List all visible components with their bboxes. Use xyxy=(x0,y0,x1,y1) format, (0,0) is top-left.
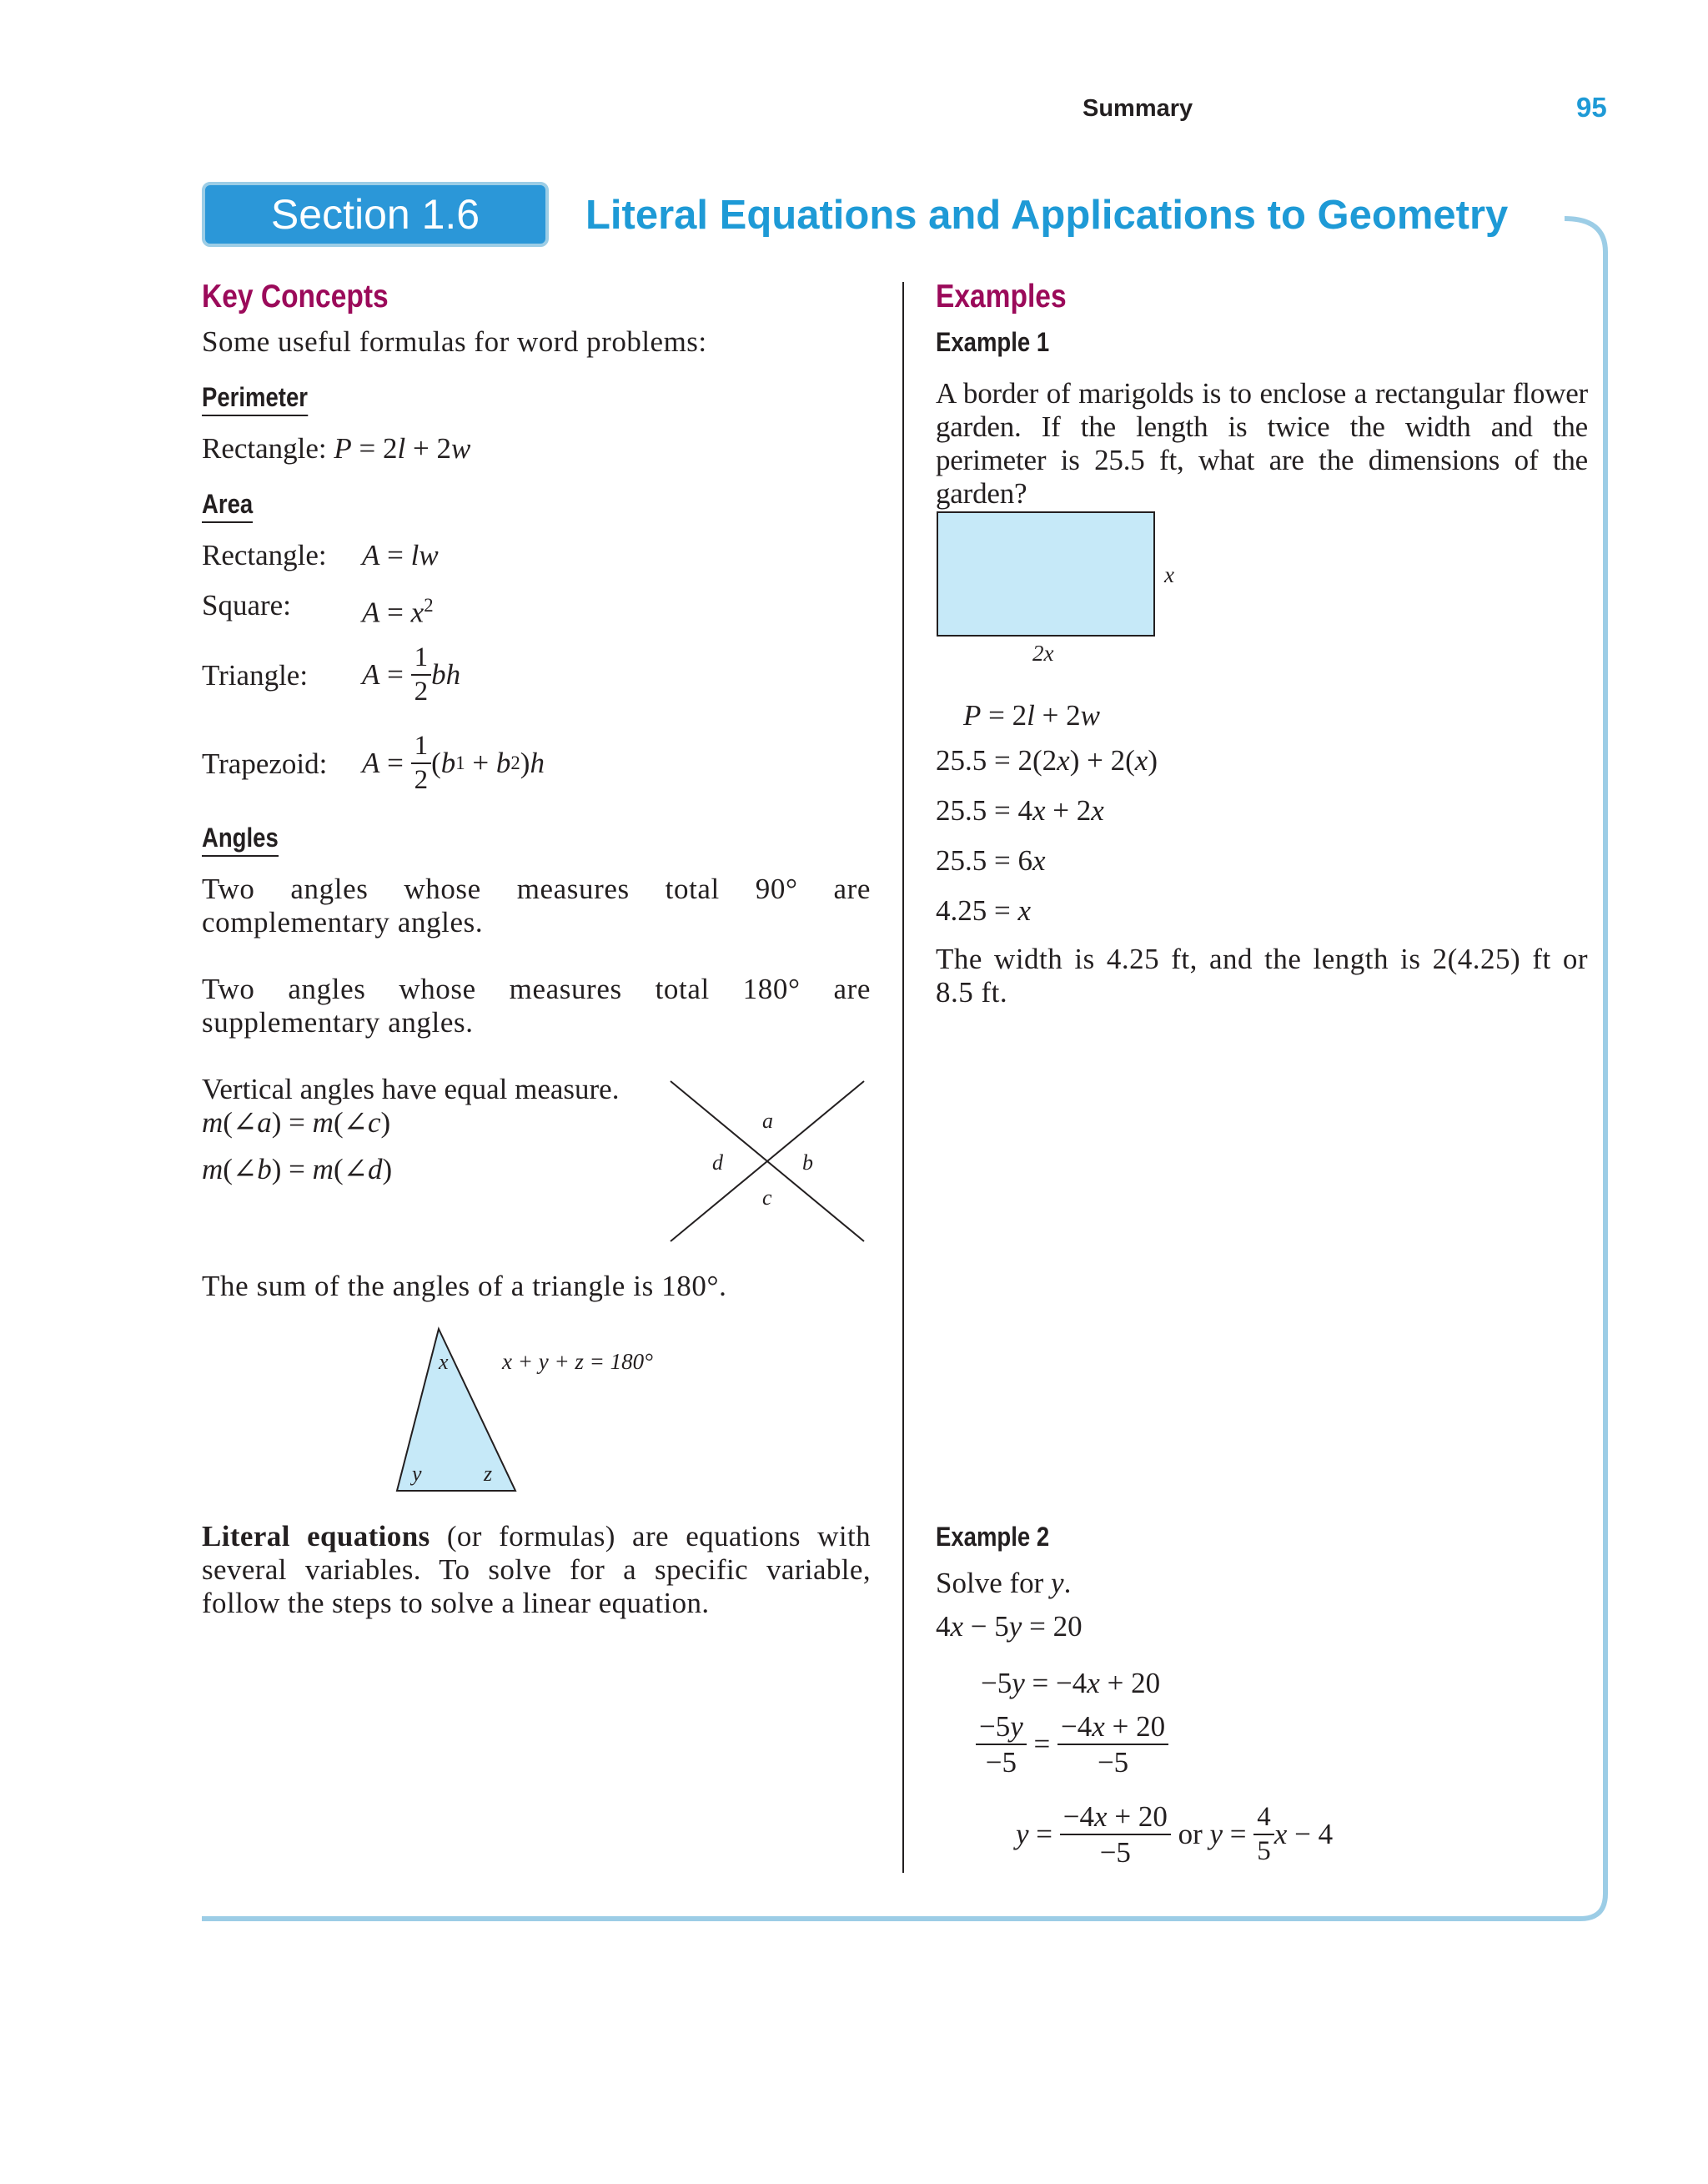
area-rectangle-label: Rectangle: xyxy=(202,539,327,571)
example1-step1: P = 2l + 2w xyxy=(963,699,1100,732)
example2-step1: −5y = −4x + 20 xyxy=(981,1667,1161,1699)
area-rectangle-formula: A = lw xyxy=(362,539,439,571)
key-concepts-heading: Key Concepts xyxy=(202,279,389,315)
section-title: Literal Equations and Applications to Geometry xyxy=(585,193,1509,238)
angles-heading xyxy=(202,823,279,857)
perimeter-rectangle-label: Rectangle: xyxy=(202,432,327,465)
perimeter-heading-text: Perimeter xyxy=(202,382,308,412)
perimeter-heading xyxy=(202,382,308,416)
rect-side-label: x xyxy=(1164,562,1174,587)
area-square-formula: $A = x^2$ xyxy=(362,595,434,629)
area-heading-text: Area xyxy=(202,489,254,519)
section-tag-label: Section 1.6 xyxy=(270,191,480,238)
example2-or: or xyxy=(1178,1818,1203,1850)
area-square-label: Square: xyxy=(202,589,291,621)
angle-label-c: c xyxy=(762,1185,772,1210)
example2-prompt-var: y xyxy=(1051,1567,1064,1599)
garden-rectangle xyxy=(937,512,1154,636)
example2-heading: Example 2 xyxy=(936,1522,1050,1552)
area-triangle-label: Triangle: xyxy=(202,659,309,692)
area-heading xyxy=(202,489,253,523)
vertical-angles-diagram xyxy=(659,1068,876,1251)
literal-equations-definition: (or formulas) are equations with several variables. To solve for a specific variable, follow the steps to solve a linear equation. xyxy=(202,1520,872,1619)
angle-label-b: b xyxy=(802,1150,813,1175)
example1-problem: A border of marigolds is to enclose a rectangular flower garden. If the length is twice the width and the perimeter is 25.5 ft, what are the dimensions of the garden? xyxy=(936,377,1588,510)
literal-equations-text xyxy=(202,1520,871,1620)
rect-bottom-label: 2x xyxy=(1032,641,1054,666)
vertical-angles-eq2: m(∠b) = m(∠d) xyxy=(202,1153,393,1185)
example2-prompt-text: Solve for xyxy=(936,1567,1052,1599)
triangle-label-x: x xyxy=(439,1350,449,1374)
triangle-sum-formula: x + y + z = 180° xyxy=(502,1349,653,1374)
garden-rectangle-diagram xyxy=(934,509,1201,676)
example2-prompt: Solve for y. xyxy=(936,1567,1072,1599)
literal-equations-term: Literal equations xyxy=(202,1520,430,1552)
example2-step3: y = $\frac{-4x + 20}{-5}$ or y = $\frac{4}{5}$ x − 4 xyxy=(1016,1800,1334,1869)
example1-step2: 25.5 = 2(2x) + 2(x) xyxy=(936,744,1158,777)
area-trapezoid-label: Trapezoid: xyxy=(202,747,328,780)
triangle-label-y: y xyxy=(412,1462,422,1486)
examples-heading: Examples xyxy=(936,279,1067,315)
angles-heading-text: Angles xyxy=(202,823,279,853)
triangle-sum-text: The sum of the angles of a triangle is 180°. xyxy=(202,1270,727,1302)
example2-equation: 4x − 5y = 20 xyxy=(936,1610,1083,1643)
triangle-label-z: z xyxy=(484,1462,493,1486)
example1-step4: 25.5 = 6x xyxy=(936,844,1046,877)
example2-step2: $\frac{-5y}{-5}$ = $\frac{-4x + 20}{-5}$ xyxy=(976,1712,1168,1777)
key-concepts-intro: Some useful formulas for word problems: xyxy=(202,325,707,358)
supplementary-text: Two angles whose measures total 180° are supplementary angles. xyxy=(202,973,871,1039)
page-number: 95 xyxy=(1576,92,1607,123)
triangle-diagram xyxy=(392,1322,692,1497)
running-title: Summary xyxy=(1083,95,1193,122)
vertical-angles-eq1: m(∠a) = m(∠c) xyxy=(202,1106,391,1139)
area-triangle-formula: A = $\frac{1}{2}$ bh xyxy=(362,642,461,707)
example1-step3: 25.5 = 4x + 2x xyxy=(936,794,1104,827)
example1-step5: 4.25 = x xyxy=(936,894,1032,927)
area-trapezoid-formula: A = $\frac{1}{2}$ ( b 1 + b 2 ) h xyxy=(362,731,545,795)
complementary-text: Two angles whose measures total 90° are complementary angles. xyxy=(202,873,871,939)
example1-heading: Example 1 xyxy=(936,327,1050,357)
perimeter-rectangle-formula: Rectangle: P = 2l + 2w xyxy=(202,432,471,465)
example1-conclusion: The width is 4.25 ft, and the length is 2(4.25) ft or 8.5 ft. xyxy=(936,943,1588,1009)
angle-label-d: d xyxy=(712,1150,723,1175)
vertical-angles-text: Vertical angles have equal measure. xyxy=(202,1073,620,1105)
section-tag xyxy=(202,182,549,247)
angle-label-a: a xyxy=(762,1109,773,1133)
